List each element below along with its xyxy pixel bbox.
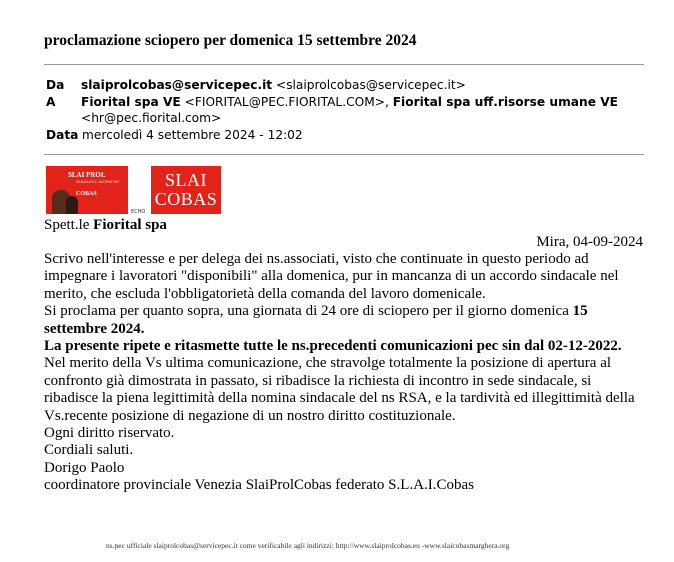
letter-place-date: Mira, 04-09-2024: [536, 234, 643, 250]
from-label: Da: [46, 78, 65, 92]
letter-closing: Cordiali saluti.: [44, 442, 134, 459]
to-recipient-1-address[interactable]: <FIORITAL@PEC.FIORITAL.COM>: [184, 95, 385, 109]
date-value: mercoledì 4 settembre 2024 - 12:02: [82, 128, 303, 142]
header-divider-top: [44, 64, 644, 65]
recipient-separator: ,: [384, 95, 389, 109]
to-value-continued[interactable]: [81, 110, 221, 126]
letter-paragraph-1: Scrivo nell'interesse e per delega dei ns.associati, visto che continuate in questo periodo ad impegnare i lavoratori "disponibili" alla domenica, pur in mancanza di un accordo sindacale nel merito, che escluda l'obbligatorietà della comanda del lavoro domenicale.: [44, 251, 619, 302]
logo-figure-secondary: [66, 196, 78, 214]
slai-prol-cobas-logo: [46, 166, 128, 214]
logo-separator-text: ECHO: [131, 209, 146, 215]
letter-greeting: Spett.le Fiorital spa: [44, 217, 167, 233]
from-address[interactable]: <slaiprolcobas@servicepec.it>: [275, 78, 466, 92]
from-name[interactable]: slaiprolcobas@servicepec.it: [81, 78, 273, 92]
logo1-title: SLAI PROL: [68, 171, 106, 179]
footer-note: ns.pec ufficiale slaiprolcobas@servicepec.it come verificabile agli indirizzi: http://www.slaiprolcobas.eu -www.slaicobasmarghera.org: [106, 541, 510, 550]
from-value[interactable]: [81, 77, 466, 93]
letter-paragraph-2: Si proclama per quanto sopra, una giornata di 24 ore di sciopero per il giorno domenica 15 settembre 2024.: [44, 303, 588, 337]
header-divider-bottom: [44, 154, 644, 155]
to-recipient-1-name[interactable]: Fiorital spa VE: [81, 95, 181, 109]
email-subject: proclamazione sciopero per domenica 15 settembre 2024: [44, 32, 417, 49]
to-recipient-2-address[interactable]: <hr@pec.fiorital.com>: [81, 111, 222, 125]
logo2-line2: COBAS: [154, 189, 218, 209]
slai-cobas-logo: [151, 166, 221, 214]
letter-reserved: Ogni diritto riservato.: [44, 425, 175, 442]
to-value[interactable]: [81, 94, 618, 110]
signature-name: Dorigo Paolo: [44, 459, 125, 476]
letter-body: [44, 251, 644, 495]
letter-paragraph-4: Nel merito della Vs ultima comunicazione, che stravolge totalmente la posizione di apertura al confronto già dimostrata in passato, si ribadisce la richiesta di incontro in sede sindacale, si ribadisce la piena legittimità della nomina sindacale del ns RSA, e la tardività ed illegittimità della Vs.recente posizione di negazione di un nostro diritto costituzionale.: [44, 355, 635, 424]
strike-date: 15 settembre 2024.: [44, 303, 588, 337]
letter-paragraph-3: La presente ripete e ritasmette tutte le ns.precedenti comunicazioni pec sin dal 02-12-2022.: [44, 338, 622, 355]
greeting-company: Fiorital spa: [93, 217, 167, 233]
signature-role: coordinatore provinciale Venezia SlaiProlCobas federato S.L.A.I.Cobas: [44, 477, 475, 494]
date-label: Data: [46, 128, 79, 142]
logo1-subtitle: SINDACATO LAVORATORI: [76, 180, 120, 184]
logo1-cobas: COBAS: [76, 191, 97, 197]
to-label: A: [46, 95, 56, 109]
to-recipient-2-name[interactable]: Fiorital spa uff.risorse umane VE: [392, 95, 618, 109]
logo2-line1: SLAI: [165, 170, 207, 190]
